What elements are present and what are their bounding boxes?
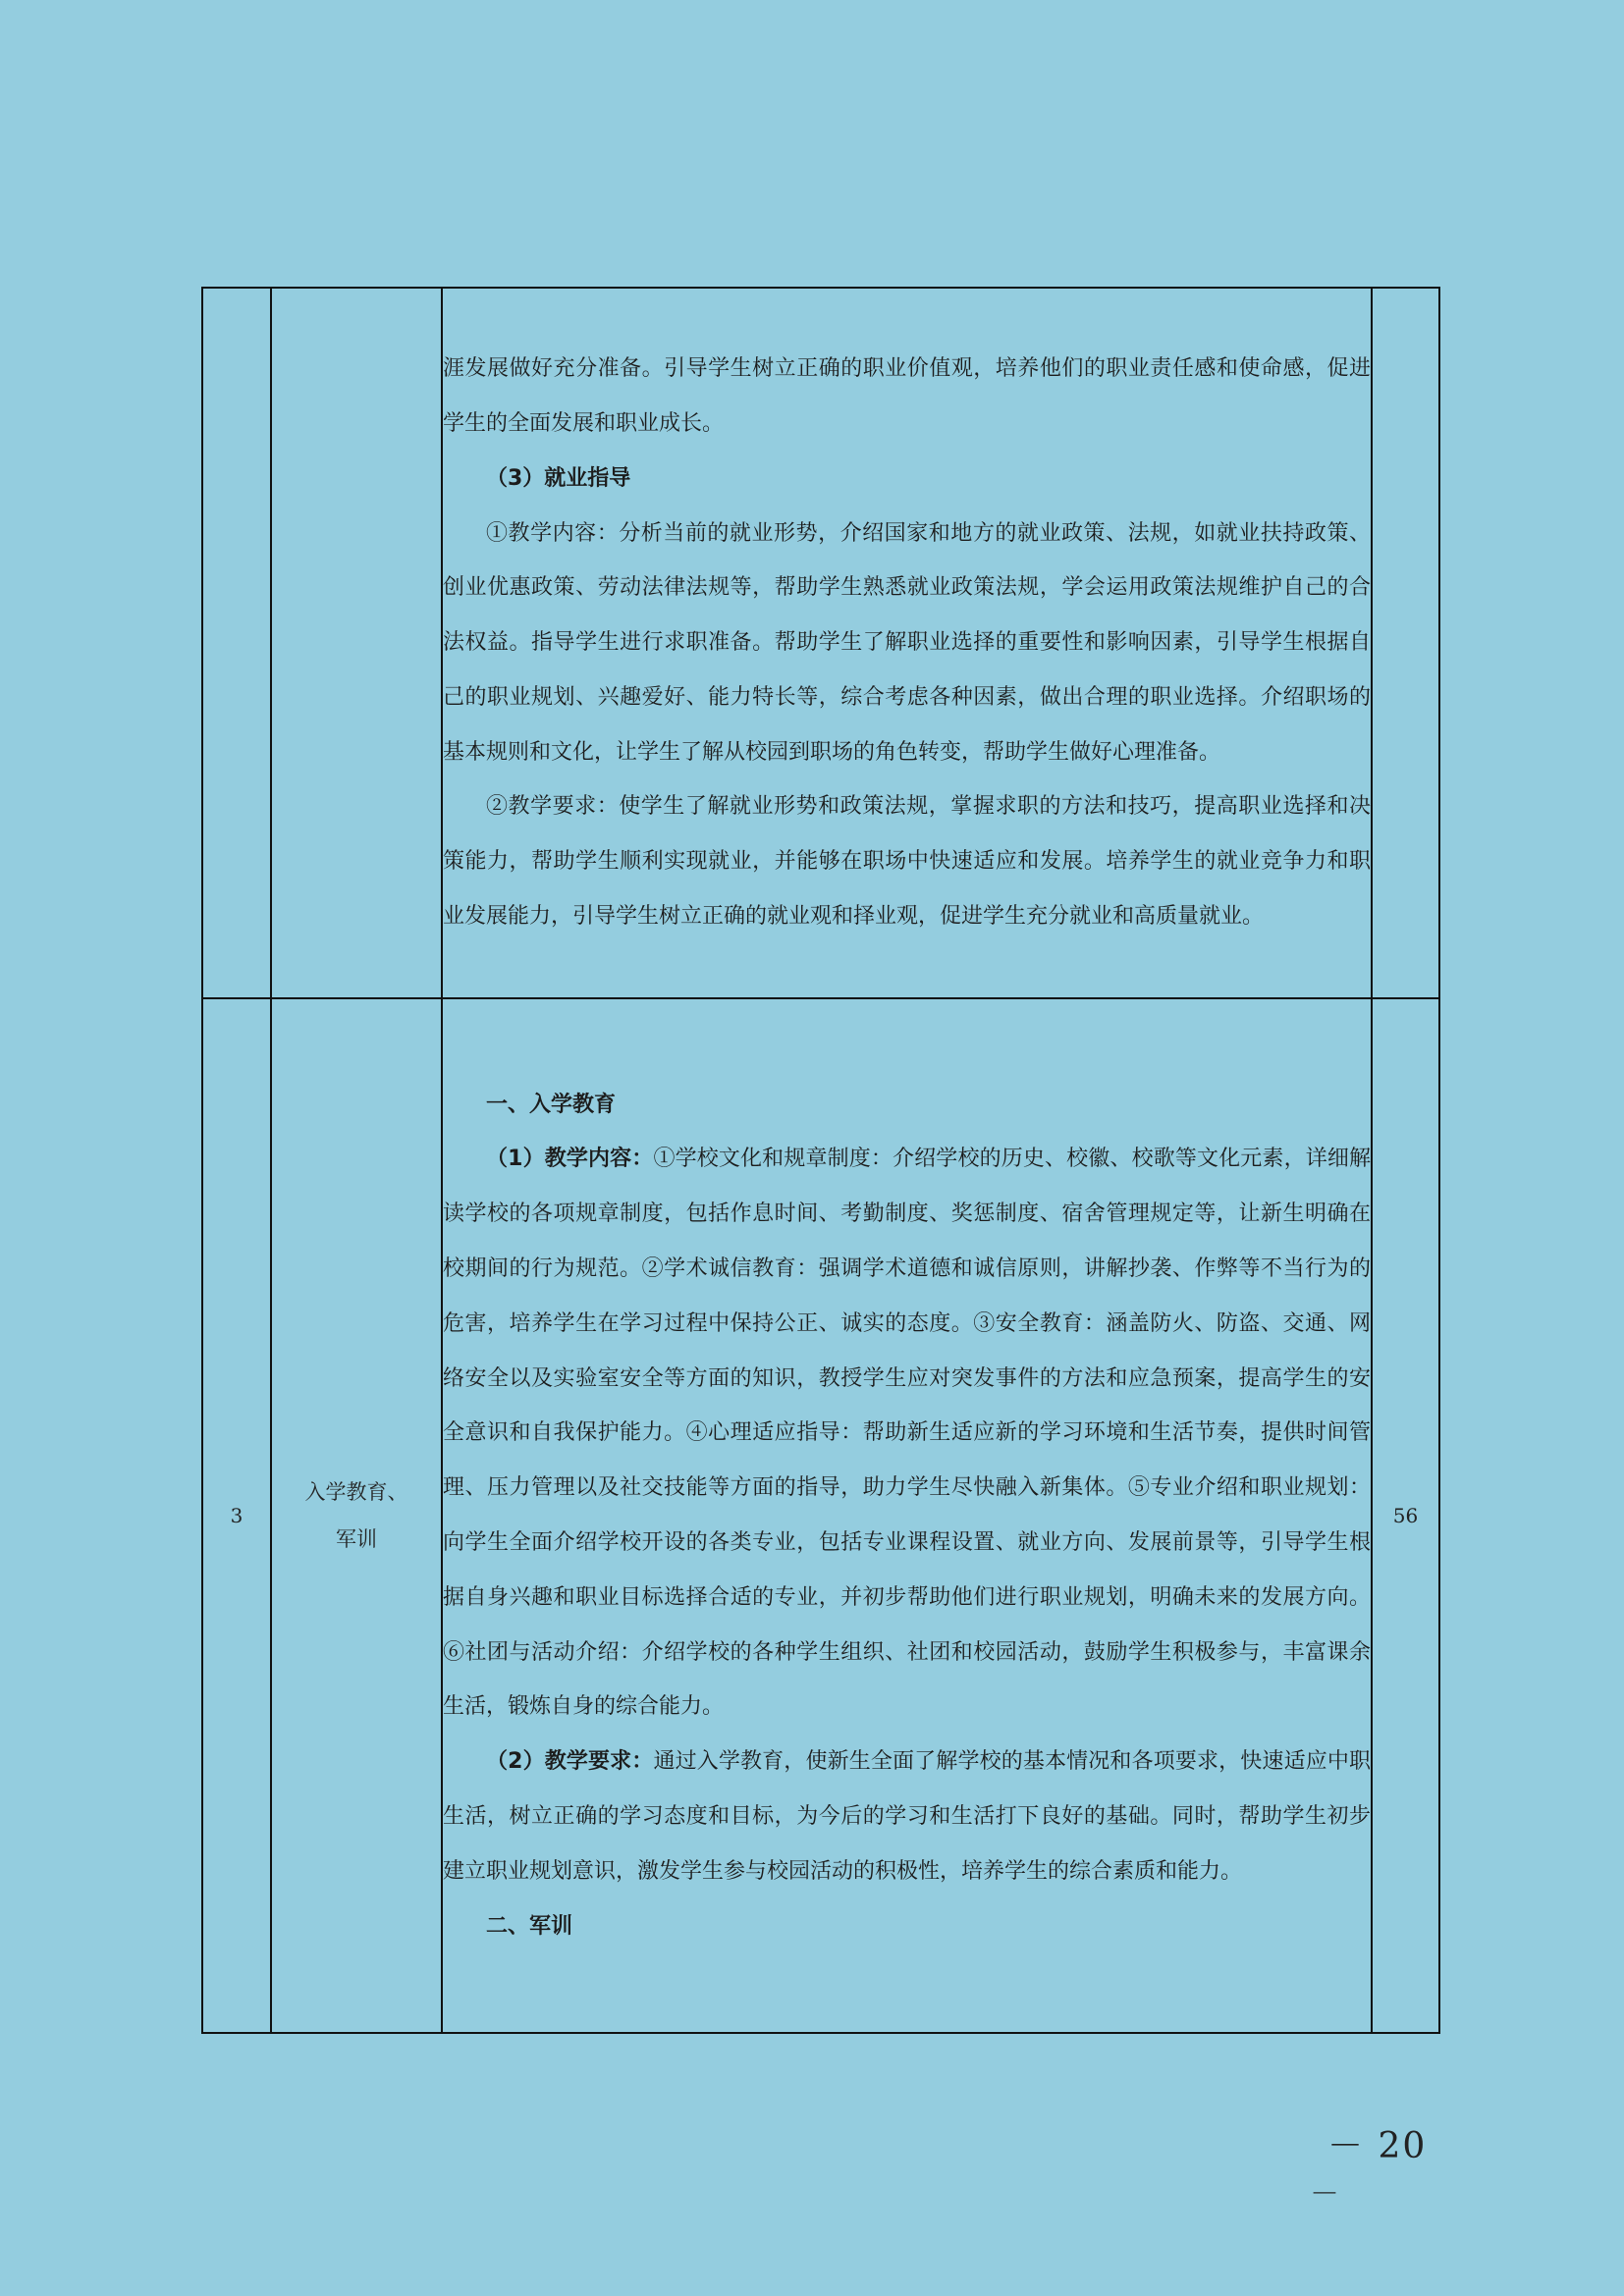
table-row bbox=[202, 998, 1439, 2033]
table-row bbox=[202, 288, 1439, 998]
content-paragraph: 涯发展做好充分准备。引导学生树立正确的职业价值观，培养他们的职业责任感和使命感，促进学生的全面发展和职业成长。 bbox=[443, 356, 1371, 436]
course-name-line: 军训 bbox=[336, 1527, 377, 1551]
course-name-cell bbox=[271, 998, 442, 2033]
content-paragraph: （2）教学要求：通过入学教育，使新生全面了解学校的基本情况和各项要求，快速适应中职生活，树立正确的学习态度和目标，为今后的学习和生活打下良好的基础。同时，帮助学生初步建立职业规划意识，激发学生参与校园活动的积极性，培养学生的综合素质和能力。 bbox=[443, 1749, 1371, 1884]
row-number-cell: 3 bbox=[202, 998, 271, 2033]
content-paragraph: ①教学内容：分析当前的就业形势，介绍国家和地方的就业政策、法规，如就业扶持政策、创业优惠政策、劳动法律法规等，帮助学生熟悉就业政策法规，学会运用政策法规维护自己的合法权益。指导学生进行求职准备。帮助学生了解职业选择的重要性和影响因素，引导学生根据自己的职业规划、兴趣爱好、能力特长等，综合考虑各种因素，做出合理的职业选择。介绍职场的基本规则和文化，让学生了解从校园到职场的角色转变，帮助学生做好心理准备。 bbox=[443, 520, 1371, 765]
course-content-cell bbox=[442, 998, 1372, 2033]
section-heading: 一、入学教育 bbox=[486, 1092, 617, 1117]
section-heading: 二、军训 bbox=[486, 1913, 573, 1939]
hours-cell: 56 bbox=[1372, 998, 1439, 2033]
course-content-cell bbox=[442, 288, 1372, 998]
page-number-dash: － bbox=[1310, 2177, 1339, 2212]
course-name-line: 入学教育、 bbox=[304, 1480, 408, 1504]
content-paragraph: ②教学要求：使学生了解就业形势和政策法规，掌握求职的方法和技巧，提高职业选择和决策能力，帮助学生顺利实现就业，并能够在职场中快速适应和发展。培养学生的就业竞争力和职业发展能力，引导学生树立正确的就业观和择业观，促进学生充分就业和高质量就业。 bbox=[443, 794, 1371, 930]
row-number-cell bbox=[202, 288, 271, 998]
hours-cell bbox=[1372, 288, 1439, 998]
course-name-cell bbox=[271, 288, 442, 998]
content-subheading: （3）就业指导 bbox=[486, 465, 631, 491]
content-paragraph: （1）教学内容：①学校文化和规章制度：介绍学校的历史、校徽、校歌等文化元素，详细解读学校的各项规章制度，包括作息时间、考勤制度、奖惩制度、宿舍管理规定等，让新生明确在校期间的行为规范。②学术诚信教育：强调学术道德和诚信原则，讲解抄袭、作弊等不当行为的危害，培养学生在学习过程中保持公正、诚实的态度。③安全教育：涵盖防火、防盗、交通、网络安全以及实验室安全等方面的知识，教授学生应对突发事件的方法和应急预案，提高学生的安全意识和自我保护能力。④心理适应指导：帮助新生适应新的学习环境和生活节奏，提供时间管理、压力管理以及社交技能等方面的指导，助力学生尽快融入新集体。⑤专业介绍和职业规划：向学生全面介绍学校开设的各类专业，包括专业课程设置、就业方向、发展前景等，引导学生根据自身兴趣和职业目标选择合适的专业，并初步帮助他们进行职业规划，明确未来的发展方向。⑥社团与活动介绍：介绍学校的各种学生组织、社团和校园活动，鼓励学生积极参与，丰富课余生活，锻炼自身的综合能力。 bbox=[443, 1147, 1371, 1720]
course-table bbox=[201, 287, 1440, 2034]
page-number: － 20 bbox=[1327, 2126, 1428, 2166]
